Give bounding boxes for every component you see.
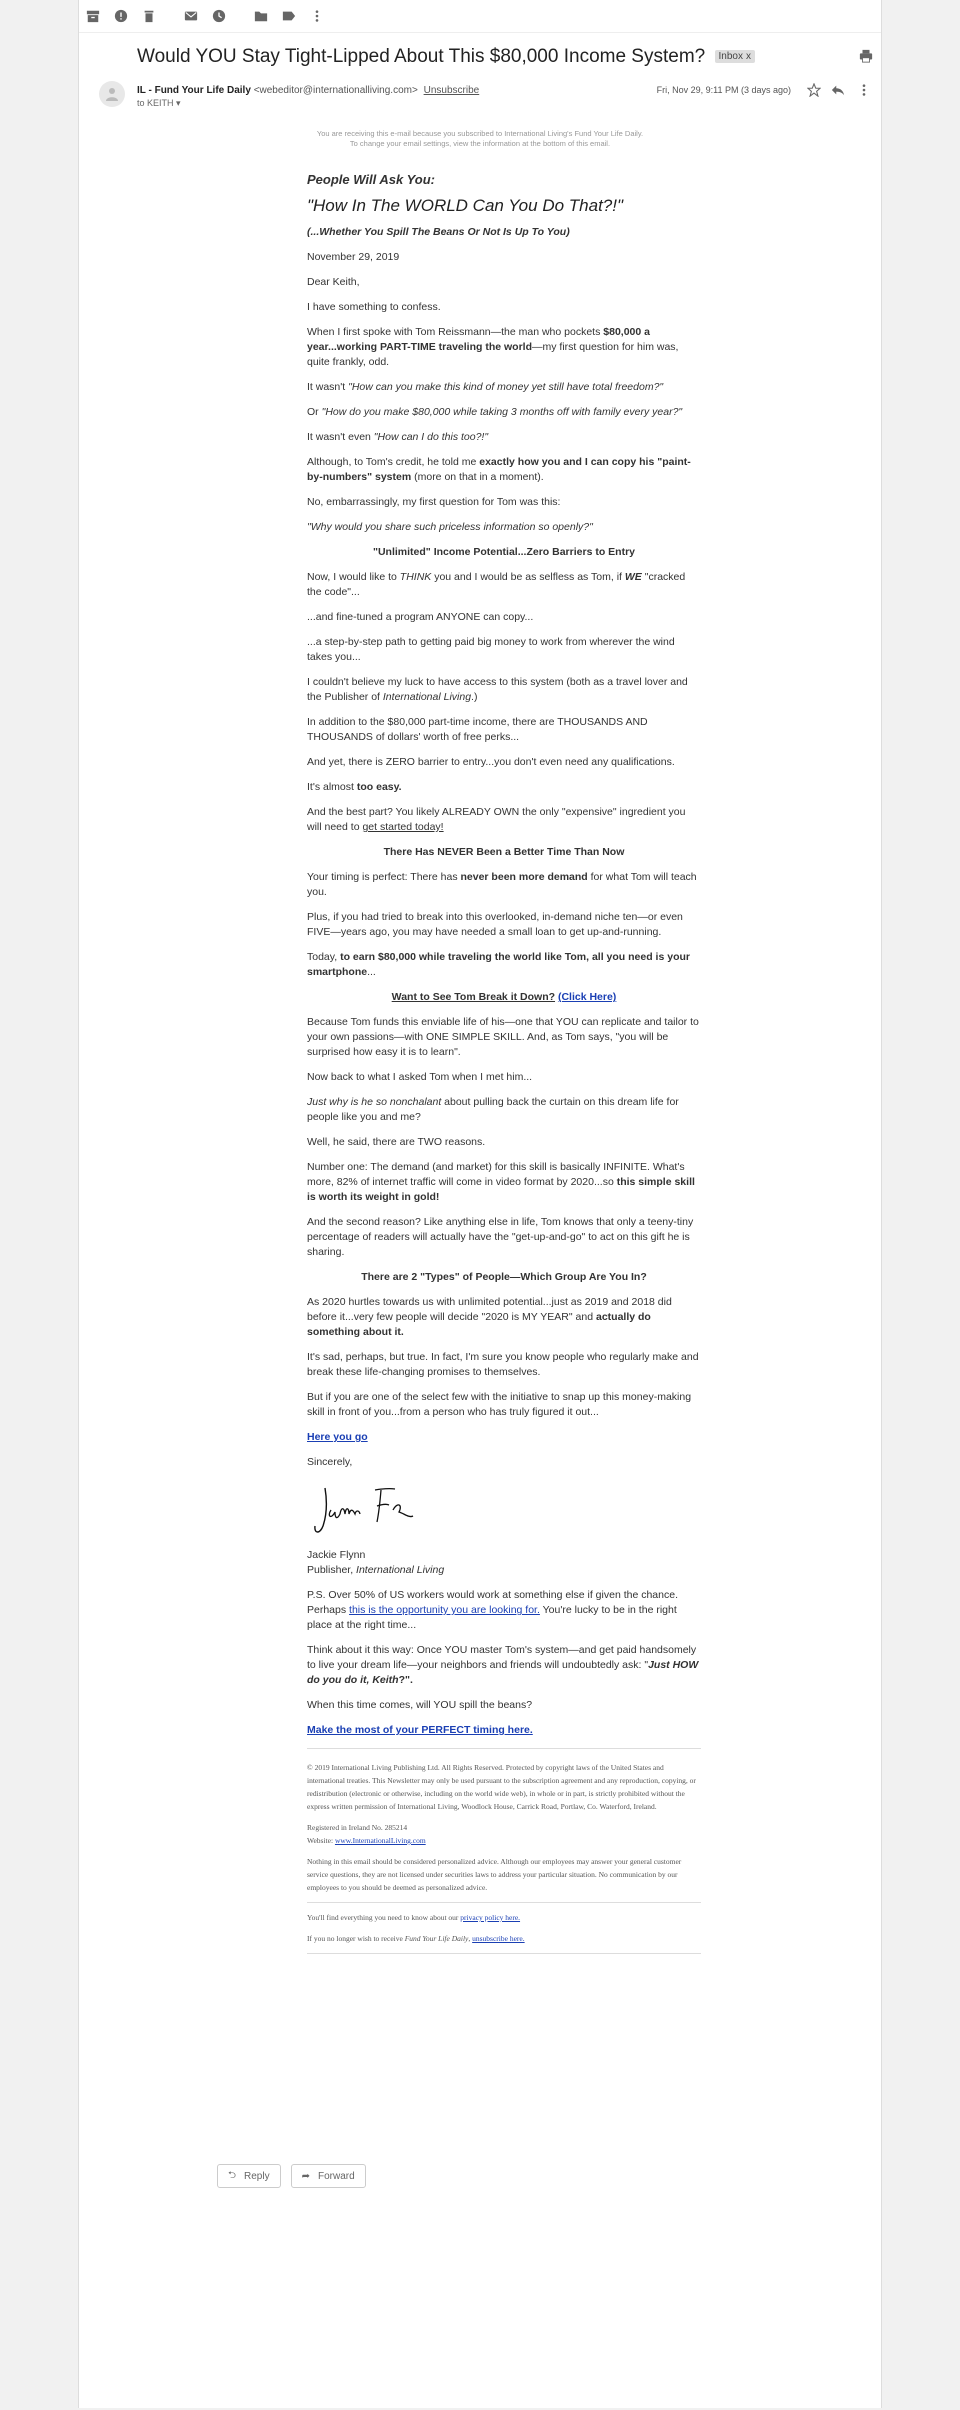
- paragraph: [307, 675, 701, 705]
- report-spam-icon[interactable]: [113, 8, 129, 24]
- greeting: Dear Keith,: [307, 276, 360, 288]
- reply-label: Reply: [244, 2170, 270, 2182]
- postscript: [307, 1588, 701, 1633]
- text-run: Although, to Tom's credit, he told me: [307, 456, 480, 468]
- text-run: never been more demand: [460, 871, 588, 883]
- paragraph: It's sad, perhaps, but true. In fact, I'm sure you know people who regularly make and break these life-changing promises to themselves.: [307, 1351, 699, 1378]
- headline-2: "How In The WORLD Can You Do That?!": [307, 196, 624, 215]
- text-run: When I first spoke with Tom Reissmann—the man who pockets: [307, 326, 604, 338]
- text-run: Your timing is perfect: There has: [307, 871, 461, 883]
- text-run: Today,: [307, 951, 341, 963]
- reply-icon[interactable]: [831, 83, 845, 97]
- paragraph: [307, 1430, 701, 1445]
- text-run: As 2020 hurtles towards us with unlimited potential...just as 2019 and 2018 did before it...very few people will decide "2020 is MY YEAR" and: [307, 1296, 672, 1323]
- recipient[interactable]: [137, 98, 181, 109]
- text-run: "How can you make this kind of money yet still have total freedom?": [348, 381, 664, 393]
- paragraph: Well, he said, there are TWO reasons.: [307, 1136, 486, 1148]
- star-icon[interactable]: [807, 83, 821, 97]
- text-run: Just HOW do you do it, Keith: [307, 1659, 699, 1686]
- email-subject: [137, 46, 755, 68]
- paragraph: [307, 780, 701, 795]
- text-run: actually do something about it.: [307, 1311, 651, 1338]
- closing: Sincerely,: [307, 1456, 353, 1468]
- here-you-go-link[interactable]: Here you go: [307, 1431, 368, 1443]
- move-to-icon[interactable]: [253, 8, 269, 24]
- text-run: Fund Your Life Daily: [404, 1934, 469, 1943]
- unsubscribe-line: [307, 1932, 701, 1945]
- text-run: $80,000 a year...working PART-TIME traveling the world: [307, 326, 650, 353]
- paragraph: No, embarrassingly, my first question for Tom was this:: [307, 496, 561, 508]
- paragraph: [307, 1295, 701, 1340]
- text-run: for what Tom will teach you.: [307, 871, 697, 898]
- headline-3: (...Whether You Spill The Beans Or Not Is Up To You): [307, 226, 570, 238]
- text-run: P.S. Over 50% of US workers would work at something else if given the chance. Perhaps: [307, 1589, 678, 1616]
- paragraph: [307, 805, 701, 835]
- text-run: You'll find everything you need to know about our: [307, 1913, 461, 1922]
- copyright-text: © 2019 International Living Publishing Ltd. All Rights Reserved. Protected by copyright laws of the United States and international treaties. This Newsletter may only be used pursuant to the subscription agreement and any reproduction, copying, or redistribution (electronic or otherwise, including on the world wide web), in whole or in part, is strictly prohibited without the express written permission of International Living, Woodlock House, Carrick Road, Portlaw, Co. Waterford, Ireland.: [307, 1763, 696, 1811]
- paragraph: Plus, if you had tried to break into this overlooked, in-demand niche ten—or even FIVE—years ago, you may have needed a small loan to get up-and-running.: [307, 911, 683, 938]
- person-icon: [104, 86, 120, 102]
- reply-button[interactable]: [217, 2164, 281, 2188]
- website-line: [307, 1834, 701, 1847]
- paragraph: [307, 1723, 701, 1738]
- text-run: THINK: [399, 571, 432, 583]
- paragraph: In addition to the $80,000 part-time income, there are THOUSANDS AND THOUSANDS of dollars' worth of free perks...: [307, 716, 648, 743]
- forward-button[interactable]: [291, 2164, 366, 2188]
- paragraph: And the second reason? Like anything else in life, Tom knows that only a teeny-tiny percentage of readers will actually have the "get-up-and-go" to act on this gift he is sharing.: [307, 1216, 694, 1258]
- text-run: "cracked the code"...: [307, 571, 686, 598]
- sender-row: [79, 79, 881, 119]
- paragraph: But if you are one of the select few with the initiative to snap up this money-making skill in front of you...from a person who has truly figured it out...: [307, 1391, 692, 1418]
- privacy-line: [307, 1911, 701, 1924]
- archive-icon[interactable]: [85, 8, 101, 24]
- text-run: Now, I would like to: [307, 571, 400, 583]
- text-run: If you no longer wish to receive: [307, 1934, 405, 1943]
- paragraph: ...a step-by-step path to getting paid big money to work from wherever the wind takes you...: [307, 636, 675, 663]
- text-run: Website:: [307, 1836, 335, 1845]
- divider: [307, 1748, 701, 1749]
- section-heading: There Has NEVER Been a Better Time Than Now: [383, 846, 625, 858]
- text-run: Number one: The demand (and market) for this skill is basically INFINITE. What's more, 82% of internet traffic will come in video format by 2020...so: [307, 1161, 685, 1188]
- text-run: "How can I do this too?!": [373, 431, 489, 443]
- text-run: You're lucky to be in the right place at the right time...: [307, 1604, 677, 1631]
- text-run: —my first question for him was, quite frankly, odd.: [307, 341, 679, 368]
- registration-text: Registered in Ireland No. 285214: [307, 1823, 408, 1832]
- toolbar: [79, 0, 881, 33]
- section-heading: [307, 990, 701, 1005]
- notice-line-1: You are receiving this e-mail because you subscribed to International Living's Fund Your Life Daily.: [316, 129, 644, 138]
- text-run: It wasn't: [307, 381, 349, 393]
- paragraph: I have something to confess.: [307, 301, 441, 313]
- snooze-icon[interactable]: [211, 8, 227, 24]
- avatar: [99, 81, 125, 107]
- legal-footer: [307, 1761, 701, 1954]
- remove-label-icon[interactable]: x: [745, 51, 751, 63]
- paragraph: Because Tom funds this enviable life of his—one that YOU can replicate and tailor to your own passions—with ONE SIMPLE SKILL. And, as Tom says, "you will be surprised how easy it is to learn".: [307, 1016, 699, 1058]
- signature-title: [307, 1563, 701, 1578]
- email-date: Fri, Nov 29, 9:11 PM (3 days ago): [656, 85, 791, 95]
- subject-row: [79, 33, 881, 79]
- chevron-down-icon[interactable]: ▾: [176, 98, 181, 108]
- text-run: Publisher,: [307, 1564, 357, 1576]
- text-run: ...: [367, 966, 376, 978]
- delete-icon[interactable]: [141, 8, 157, 24]
- label-icon[interactable]: [281, 8, 297, 24]
- forward-icon: ➦: [301, 2170, 310, 2182]
- sender-name: IL - Fund Your Life Daily: [137, 85, 251, 96]
- recipient-text: to KEITH: [137, 98, 174, 108]
- get-started-link[interactable]: get started today!: [362, 821, 444, 833]
- paragraph: [307, 325, 701, 370]
- signature-icon: [311, 1480, 421, 1540]
- text-run: "How do you make $80,000 while taking 3 months off with family every year?": [321, 406, 683, 418]
- paragraph: [307, 950, 701, 980]
- email-body: [307, 173, 701, 1954]
- text-run: Just why is he so nonchalant: [307, 1096, 442, 1108]
- paragraph: [307, 570, 701, 600]
- headline-1: People Will Ask You:: [307, 172, 435, 187]
- forward-label: Forward: [317, 2170, 355, 2182]
- paragraph: [307, 380, 701, 395]
- inbox-label-badge[interactable]: [715, 50, 755, 63]
- website-link[interactable]: www.InternationalLiving.com: [334, 1836, 426, 1845]
- advice-disclaimer: Nothing in this email should be considered personalized advice. Although our employees may answer your general customer service questions, they are not licensed under securities laws to address your particular situation. No communication by our employees to you should be deemed as personalized advice.: [307, 1857, 682, 1892]
- paragraph: And yet, there is ZERO barrier to entry...you don't even need any qualifications.: [307, 756, 675, 768]
- text-run: ,: [468, 1934, 473, 1943]
- paragraph: [307, 405, 701, 420]
- signature-image: [311, 1480, 701, 1540]
- tom-video-link[interactable]: Want to See Tom Break it Down?: [391, 991, 556, 1003]
- text-run: .): [471, 691, 478, 703]
- text-run: Or: [307, 406, 322, 418]
- text-run: "Why would you share such priceless information so openly?": [307, 521, 593, 533]
- paragraph: [307, 430, 701, 445]
- text-run: exactly how you and I can copy his "paint-by-numbers" system: [307, 456, 691, 483]
- click-here-link[interactable]: (Click Here): [557, 991, 617, 1003]
- section-heading: There are 2 "Types" of People—Which Group Are You In?: [361, 1271, 647, 1283]
- text-run: about pulling back the curtain on this dream life for people like you and me?: [307, 1096, 679, 1123]
- text-run: And the best part? You likely ALREADY OWN the only "expensive" ingredient you will need to: [307, 806, 686, 833]
- text-run: Think about it this way: Once YOU master Tom's system—and get paid handsomely to live your dream life—your neighbors and friends will undoubtedly ask: ": [307, 1644, 697, 1671]
- paragraph: [307, 1160, 701, 1205]
- letter-date: November 29, 2019: [307, 251, 400, 263]
- paragraph: Now back to what I asked Tom when I met him...: [307, 1071, 533, 1083]
- paragraph: [307, 455, 701, 485]
- print-icon[interactable]: [859, 49, 873, 63]
- divider: [307, 1953, 701, 1954]
- text-run: this simple skill is worth its weight in gold!: [307, 1176, 695, 1203]
- paragraph: When this time comes, will YOU spill the beans?: [307, 1699, 533, 1711]
- text-run: WE: [624, 571, 642, 583]
- subscription-notice: [79, 129, 881, 149]
- divider: [307, 1902, 701, 1903]
- text-run: It wasn't even: [307, 431, 374, 443]
- text-run: too easy.: [356, 781, 402, 793]
- subject-text: Would YOU Stay Tight-Lipped About This $80,000 Income System?: [137, 46, 706, 67]
- paragraph: [307, 520, 701, 535]
- text-run: It's almost: [307, 781, 357, 793]
- paragraph: ...and fine-tuned a program ANYONE can copy...: [307, 611, 534, 623]
- opportunity-link[interactable]: this is the opportunity you are looking for.: [349, 1604, 540, 1616]
- paragraph: [307, 1643, 701, 1688]
- perfect-timing-link[interactable]: Make the most of your PERFECT timing here.: [307, 1724, 533, 1736]
- paragraph: [307, 870, 701, 900]
- sender-info: [137, 85, 479, 96]
- mark-unread-icon[interactable]: [183, 8, 199, 24]
- reply-icon: ⮌: [228, 2169, 237, 2181]
- notice-line-2: To change your email settings, view the information at the bottom of this email.: [349, 139, 611, 148]
- text-run: International Living: [382, 691, 472, 703]
- paragraph: [307, 1095, 701, 1125]
- text-run: to earn $80,000 while traveling the world like Tom, all you need is your smartphone: [307, 951, 690, 978]
- text-run: International Living: [356, 1564, 445, 1576]
- text-run: (more on that in a moment).: [411, 471, 544, 483]
- section-heading: "Unlimited" Income Potential...Zero Barriers to Entry: [372, 546, 635, 558]
- unsubscribe-link[interactable]: Unsubscribe: [423, 85, 480, 96]
- signature-name: Jackie Flynn: [307, 1549, 366, 1561]
- privacy-policy-link[interactable]: privacy policy here.: [460, 1913, 521, 1922]
- email-view: [78, 0, 882, 2408]
- footer-actions: [217, 2164, 376, 2188]
- more-vert-icon[interactable]: [857, 83, 871, 97]
- sender-email: <webeditor@internationalliving.com>: [253, 85, 418, 96]
- unsubscribe-footer-link[interactable]: unsubscribe here.: [472, 1934, 525, 1943]
- label-text: Inbox: [718, 51, 743, 63]
- text-run: you and I would be as selfless as Tom, if: [431, 571, 625, 583]
- text-run: I couldn't believe my luck to have access to this system (both as a travel lover and the Publisher of: [307, 676, 688, 703]
- text-run: ?".: [398, 1674, 413, 1686]
- more-options-icon[interactable]: [309, 8, 325, 24]
